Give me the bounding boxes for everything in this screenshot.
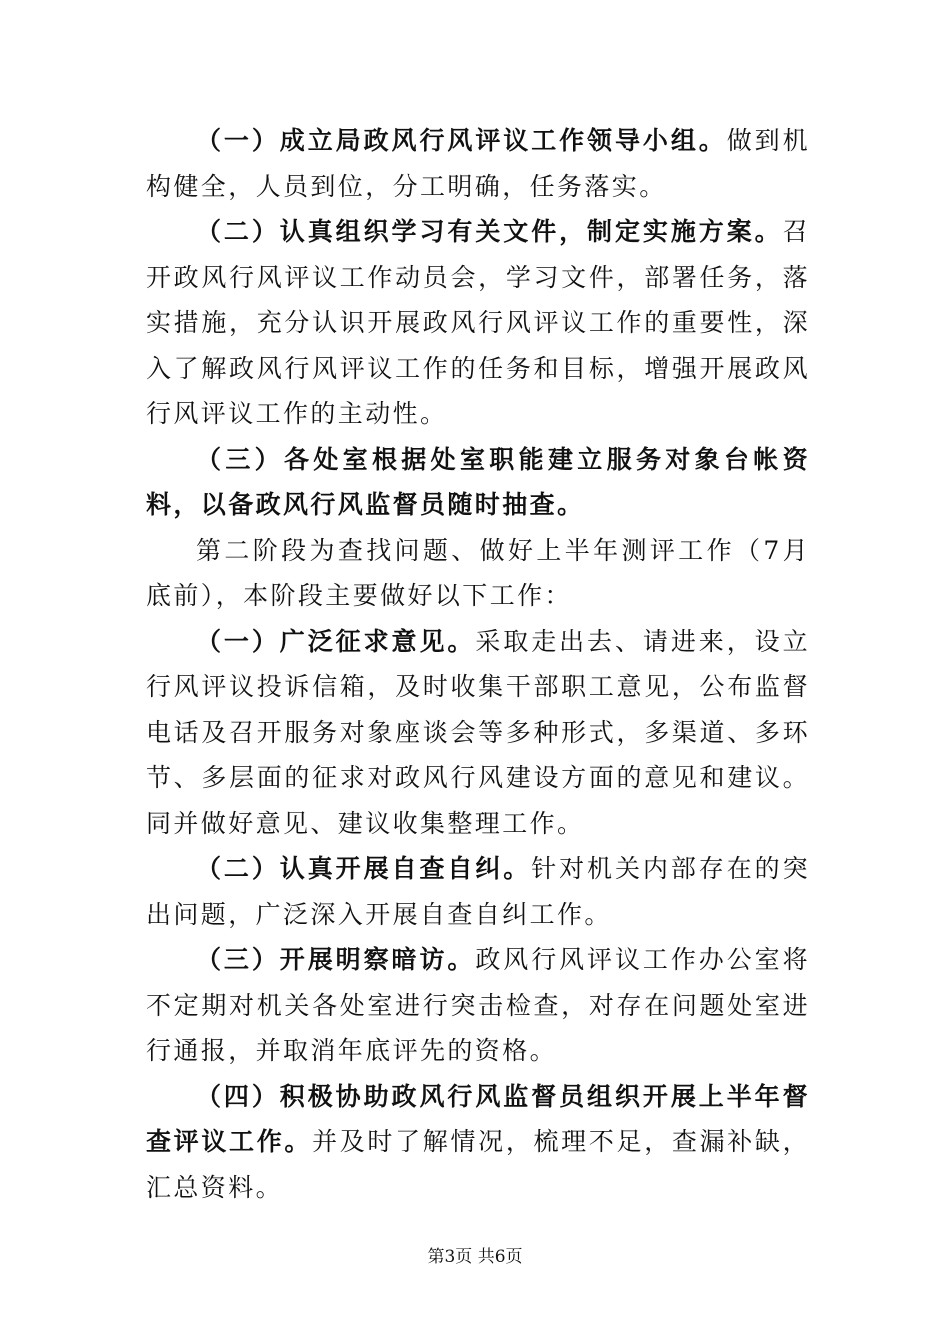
- paragraph-heading: （三）各处室根据处室职能建立服务对象台帐资料，以备政风行风监督员随时抽查。: [146, 444, 810, 519]
- paragraph-text: 政风行风评议工作办公室将不定期对机关各处室进行突击检查，对存在问题处室进行通报，并取消年底评先的资格。: [146, 945, 810, 1065]
- paragraph-4: [146, 528, 810, 619]
- page-footer: 第3页 共6页: [427, 1247, 523, 1267]
- paragraph-text: 第二阶段为查找问题、做好上半年测评工作（7月底前），本阶段主要做好以下工作：: [146, 535, 810, 610]
- paragraph-text: 做到机构健全，人员到位，分工明确，任务落实。: [146, 126, 811, 201]
- paragraph-heading: （四）积极协助政风行风监督员组织开展上半年督查评议工作。: [146, 1081, 810, 1156]
- document-body: [146, 118, 810, 1210]
- paragraph-2: [146, 209, 810, 437]
- paragraph-heading: （三）开展明察暗访。: [196, 945, 476, 974]
- paragraph-heading: （二）认真组织学习有关文件，制定实施方案。: [196, 217, 783, 246]
- paragraph-text: 并及时了解情况，梳理不足，查漏补缺，汇总资料。: [146, 1127, 811, 1202]
- paragraph-text: 召开政风行风评议工作动员会，学习文件，部署任务，落实措施，充分认识开展政风行风评议工作的重要性，深入了解政风行风评议工作的任务和目标，增强开展政风行风评议工作的主动性。: [146, 217, 810, 428]
- paragraph-6: [146, 846, 810, 937]
- paragraph-heading: （一）成立局政风行风评议工作领导小组。: [196, 126, 727, 155]
- paragraph-8: [146, 1074, 810, 1211]
- paragraph-3: [146, 437, 810, 528]
- paragraph-text: 采取走出去、请进来，设立行风评议投诉信箱，及时收集干部职工意见，公布监督电话及召开服务对象座谈会等多种形式，多渠道、多环节、多层面的征求对政风行风建设方面的意见和建议。同并做好意见、建议收集整理工作。: [146, 626, 810, 838]
- paragraph-text: 针对机关内部存在的突出问题，广泛深入开展自查自纠工作。: [146, 854, 810, 929]
- paragraph-7: [146, 937, 810, 1074]
- paragraph-1: [146, 118, 810, 209]
- paragraph-heading: （二）认真开展自查自纠。: [196, 854, 532, 883]
- paragraph-heading: （一）广泛征求意见。: [196, 626, 476, 656]
- paragraph-5: [146, 619, 810, 847]
